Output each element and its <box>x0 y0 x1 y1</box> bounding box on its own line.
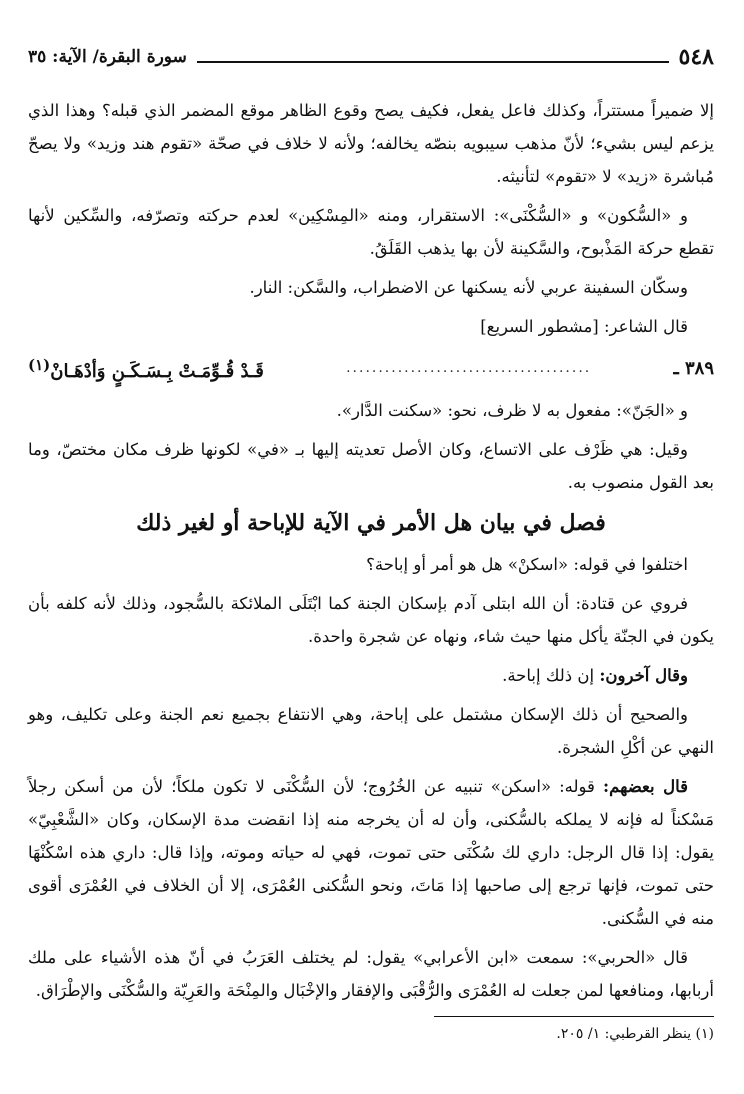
paragraph: قال الشاعر: [مشطور السريع] <box>480 317 688 336</box>
verse-dots: ...................................... <box>346 360 592 376</box>
verse-line: قَـدْ قُـوِّمَـتْ بِـسَـكَـنٍ وَأدْهَـانْ <box>50 361 264 382</box>
paragraph: وقيل: هي ظَرْف على الاتساع، وكان الأصل تعديته إليها بـ «في» لكونها ظرف مكان مختصّ، وما بعد القول منصوب به. <box>28 440 714 492</box>
footnote: (١) ينظر القرطبي: ١/ ٢٠٥. <box>556 1026 714 1042</box>
paragraph <box>28 770 714 935</box>
paragraph: اختلفوا في قوله: «اسكنْ» هل هو أمر أو إباحة؟ <box>366 555 688 574</box>
paragraph-lead: وقال آخرون: <box>599 666 688 685</box>
paragraph: قال «الحربي»: سمعت «ابن الأعرابي» يقول: لم يختلف العَرَبُ في أنّ هذه الأشياء على ملك أربابها، ومنافعها لمن جعلت له العُمْرَى والرُّقْبَى والإفقار والإخْبَال والمِنْحَة والعَرِيّة والسُّكْنَى والإطْرَاق. <box>28 948 714 1000</box>
verse-text <box>28 349 264 388</box>
footnote-divider <box>434 1016 714 1017</box>
paragraph: وسكّان السفينة عربي لأنه يسكنها عن الاضطراب، والسَّكن: النار. <box>249 278 688 297</box>
paragraph-text: قوله: «اسكن» تنبيه عن الخُرُوج؛ لأن السُّكْنَى لا تكون ملكاً؛ لأن من أسكن رجلاً مَسْكناً له فإنه لا يملكه بالسُّكنى، وأن له أن يخرجه منه إذا انقضت مدة الإسكان، وكان «الشَّعْبِيّ» يقول: إذا قال الرجل: داري لك سُكْنَى حتى تموت، فهي له حياته وموته، وإذا قال: داري هذه اسْكُنْهَا حتى تموت، فإنها ترجع إلى صاحبها إذا مَاتَ، ونحو السُّكنى العُمْرَى، إلا أن الخلاف في العُمْرَى أقوى منه في السُّكنى. <box>28 777 714 928</box>
page-body <box>28 94 714 1013</box>
paragraph-text: إن ذلك إباحة. <box>502 666 595 685</box>
page-header <box>28 40 714 74</box>
section-heading: فصل في بيان هل الأمر في الآية للإباحة أو لغير ذلك <box>136 510 606 536</box>
paragraph: والصحيح أن ذلك الإسكان مشتمل على إباحة، وهي الانتفاع بجميع نعم الجنة وعلى تكليف، وهو النهي عن أكْلِ الشجرة. <box>28 705 714 757</box>
page-number: ٥٤٨ <box>678 44 714 70</box>
paragraph: و «السُّكون» و «السُّكْنَى»: الاستقرار، ومنه «المِسْكِين» لعدم حركته وتصرّفه، والسِّكين لأنها تقطع حركة المَذْبوح، والسَّكينة لأن بها يذهب القَلَقُ. <box>28 206 714 258</box>
paragraph: و «الجَنّ»: مفعول به لا ظرف، نحو: «سكنت الدَّار». <box>336 401 688 420</box>
footnote-ref[interactable]: (١) <box>28 356 51 374</box>
header-rule <box>197 61 669 63</box>
running-title: سورة البقرة/ الآية: ٣٥ <box>28 47 187 67</box>
verse-number: ٣٨٩ ـ <box>673 358 714 379</box>
paragraph <box>28 659 714 692</box>
paragraph-lead: قال بعضهم: <box>603 777 689 796</box>
paragraph: فروي عن قتادة: أن الله ابتلى آدم بإسكان الجنة كما ابْتَلَى الملائكة بالسُّجود، وذلك لأنه كلفه بأن يكون في الجنّة يأكل منها حيث شاء، ونهاه عن شجرة واحدة. <box>28 594 714 646</box>
paragraph: إلا ضميراً مستتراً، وكذلك فاعل يفعل، فكيف يصح وقوع الظاهر موقع المضمر الذي قبله؟ وهذا الذي يزعم ليس بشيء؛ لأنّ مذهب سيبويه بنصّه يخالفه؛ ولأنه لا خلاف في صحّة «تقوم هند وزيد» ولا يصحّ مُباشرة «زيد» لا «تقوم» لتأنيثه. <box>28 101 714 186</box>
poetry-verse <box>28 349 714 388</box>
